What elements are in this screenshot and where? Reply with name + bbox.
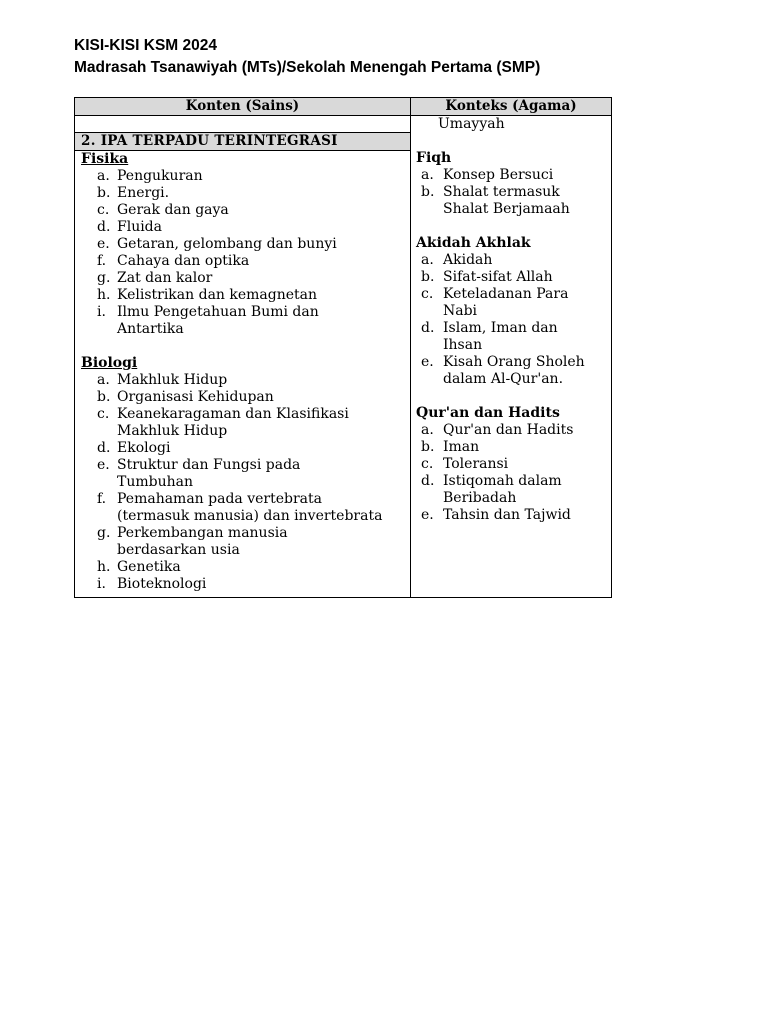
list-fisika [75,168,410,338]
list-item: d. Fluida [97,219,162,235]
kisi-table [74,97,612,598]
spacer [411,218,611,235]
list-item: e. Struktur dan Fungsi pada Tumbuhan [97,457,301,490]
header-konteks: Konteks (Agama) [411,98,612,116]
table-header-row [75,98,612,116]
list-item: e. Getaran, gelombang dan bunyi [97,236,337,252]
list-item: b. Organisasi Kehidupan [97,389,274,405]
konten-cell [75,116,411,598]
list-item: i. Bioteknologi [97,576,207,592]
spacer [411,133,611,150]
group-heading-fiqh: Fiqh [416,150,452,166]
list-item: d. Ekologi [97,440,171,456]
list-item: a. Makhluk Hidup [97,372,228,388]
list-item: c. Gerak dan gaya [97,202,229,218]
group-heading-quran-hadits: Qur'an dan Hadits [416,405,560,421]
list-item: h. Genetika [97,559,181,575]
list-item: a. Konsep Bersuci [421,167,554,183]
list-item: b. Sifat-sifat Allah [421,269,553,285]
group-heading-fisika: Fisika [81,151,129,167]
list-biologi [75,372,410,593]
document-title [74,35,540,79]
group-heading-biologi: Biologi [81,355,138,371]
spacer [75,593,410,597]
list-item: a. Pengukuran [97,168,203,184]
header-konten: Konten (Sains) [75,98,411,116]
list-item: e. Kisah Orang Sholeh dalam Al-Qur'an. [421,354,585,387]
list-item: a. Akidah [421,252,493,268]
list-fiqh [411,167,611,218]
list-akidah-akhlak [411,252,611,388]
list-quran-hadits [411,422,611,524]
list-item: f. Pemahaman pada vertebrata (termasuk manusia) dan invertebrata [97,491,383,524]
list-item: c. Keanekaragaman dan Klasifikasi Makhluk Hidup [97,406,349,439]
continuation-text: Umayyah [438,116,505,132]
list-item: b. Shalat termasuk Shalat Berjamaah [421,184,570,217]
list-item: c. Keteladanan Para Nabi [421,286,569,319]
list-item: c. Toleransi [421,456,509,472]
list-item: g. Perkembangan manusia berdasarkan usia [97,525,288,558]
group-heading-akidah-akhlak: Akidah Akhlak [416,235,531,251]
list-item: d. Istiqomah dalam Beribadah [421,473,562,506]
list-item: f. Cahaya dan optika [97,253,250,269]
left-top-strip [75,116,410,132]
list-item: b. Energi. [97,185,170,201]
section-title: 2. IPA TERPADU TERINTEGRASI [75,132,410,151]
list-item: b. Iman [421,439,480,455]
table-body-row [75,116,612,598]
list-item: g. Zat dan kalor [97,270,213,286]
list-item: h. Kelistrikan dan kemagnetan [97,287,318,303]
spacer [411,388,611,405]
list-item: e. Tahsin dan Tajwid [421,507,571,523]
list-item: i. Ilmu Pengetahuan Bumi dan Antartika [97,304,319,337]
list-item: d. Islam, Iman dan Ihsan [421,320,558,353]
title-line-1: KISI-KISI KSM 2024 [74,37,217,54]
list-item: a. Qur'an dan Hadits [421,422,574,438]
spacer [75,338,410,355]
title-line-2: Madrasah Tsanawiyah (MTs)/Sekolah Menengah Pertama (SMP) [74,59,541,76]
konteks-cell [411,116,612,598]
